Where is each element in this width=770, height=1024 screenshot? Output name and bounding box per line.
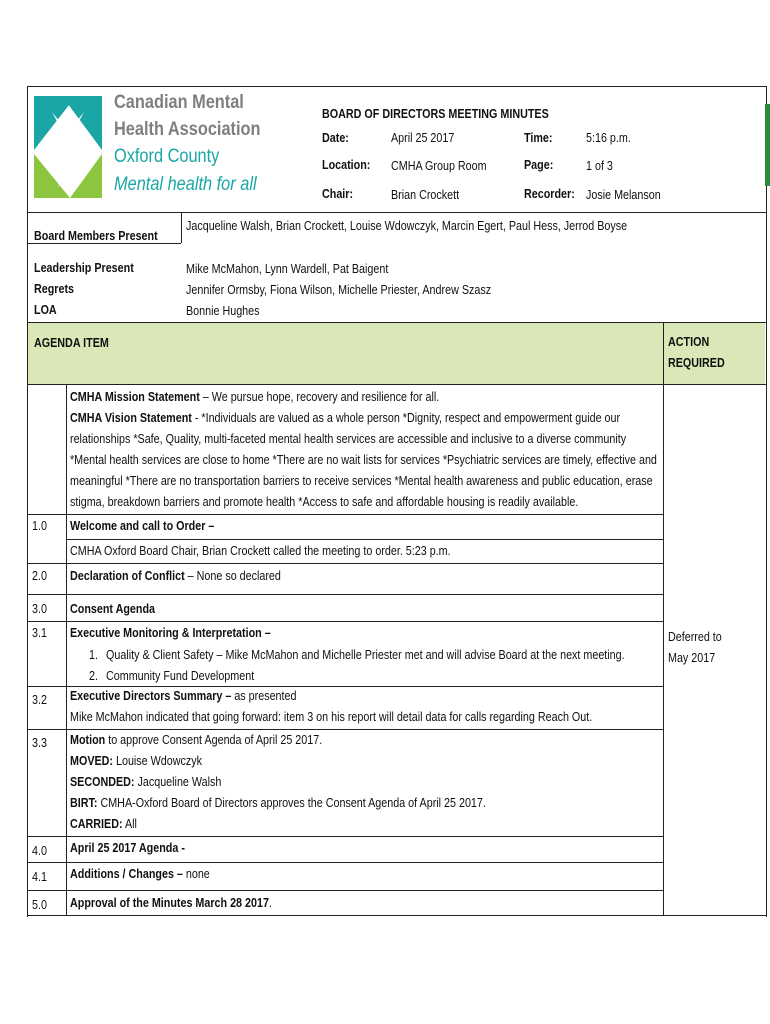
item-3-1-sub1: Quality & Client Safety – Mike McMahon and Michelle Priester met and will advise Board at the next meeting.: [106, 648, 625, 662]
row-divider-2-0: [27, 594, 664, 595]
item-3-2-line: [70, 686, 296, 707]
leadership-value: Mike McMahon, Lynn Wardell, Pat Baigent: [186, 262, 389, 276]
item-2-0-text: – None so declared: [184, 569, 281, 583]
item-1-0-title: Welcome and call to Order –: [70, 519, 215, 533]
action-col-divider: [663, 322, 664, 916]
item-number-4-1: 4.1: [32, 870, 47, 884]
motion-label: Motion: [70, 733, 106, 747]
carried-text: All: [122, 817, 137, 831]
vision-line-5: stigma, breakdown barriers and promote health *Access to safe and affordable housing is readily available.: [70, 495, 579, 509]
item-3-3-seconded: [70, 772, 221, 793]
item-3-1-sub2: Community Fund Development: [106, 669, 255, 683]
item-5-0-line: [70, 893, 272, 914]
item-3-2-text: Mike McMahon indicated that going forward: item 3 on his report will detail data for calls regarding Reach Out.: [70, 710, 593, 724]
header-divider: [27, 212, 766, 213]
mission-title: CMHA Mission Statement: [70, 390, 200, 404]
item-3-3-motion: [70, 730, 322, 751]
carried-label: CARRIED:: [70, 817, 123, 831]
row-divider-4-1: [27, 890, 664, 891]
board-members-label: Board Members Present: [34, 229, 158, 243]
chair-label: Chair:: [322, 187, 354, 201]
item-3-0-title: Consent Agenda: [70, 602, 156, 616]
item-2-0-title: Declaration of Conflict: [70, 569, 185, 583]
cmha-logo-icon: [32, 92, 104, 200]
item-3-3-birt: [70, 793, 486, 814]
item-number-3-3: 3.3: [32, 736, 47, 750]
loa-label: LOA: [34, 303, 57, 317]
loa-value: Bonnie Hughes: [186, 304, 260, 318]
item-3-1-action-line1: Deferred to: [668, 630, 722, 644]
agenda-band-bottom: [27, 384, 766, 385]
date-value: April 25 2017: [391, 131, 455, 145]
table-bottom: [27, 915, 766, 916]
location-value: CMHA Group Room: [391, 159, 487, 173]
item-3-1-action-line2: May 2017: [668, 651, 716, 665]
action-heading-line1: ACTION: [668, 335, 710, 349]
item-5-0-title: Approval of the Minutes March 28 2017: [70, 896, 269, 910]
board-members-value: Jacqueline Walsh, Brian Crockett, Louise Wdowczyk, Marcin Egert, Paul Hess, Jerrod Boyse: [186, 219, 628, 233]
row-divider-3-3: [27, 836, 664, 837]
item-4-0-title: April 25 2017 Agenda -: [70, 841, 185, 855]
moved-label: MOVED:: [70, 754, 113, 768]
item-2-0-line: [70, 566, 281, 587]
birt-text: CMHA-Oxford Board of Directors approves the Consent Agenda of April 25 2017.: [97, 796, 486, 810]
moved-text: Louise Wdowczyk: [113, 754, 203, 768]
item-number-3-0: 3.0: [32, 602, 47, 616]
row-divider-4-0: [27, 862, 664, 863]
location-label: Location:: [322, 158, 371, 172]
regrets-value: Jennifer Ormsby, Fiona Wilson, Michelle Priester, Andrew Szasz: [186, 283, 492, 297]
item-4-1-title: Additions / Changes –: [70, 867, 183, 881]
motion-text: to approve Consent Agenda of April 25 2017.: [105, 733, 323, 747]
row-divider-mission: [27, 514, 664, 515]
item-number-1-0: 1.0: [32, 519, 47, 533]
item-3-3-carried: [70, 814, 137, 835]
time-value: 5:16 p.m.: [586, 131, 631, 145]
logo-line-4: Mental health for all: [114, 174, 257, 195]
item-number-3-1: 3.1: [32, 626, 47, 640]
vision-line-1: [70, 408, 620, 429]
date-label: Date:: [322, 131, 349, 145]
page-value: 1 of 3: [586, 159, 613, 173]
seconded-text: Jacqueline Walsh: [134, 775, 222, 789]
vision-text-1: - *Individuals are valued as a whole person *Dignity, respect and empowerment guide our: [191, 411, 621, 425]
vision-line-2: relationships *Safe, Quality, multi-faceted mental health services are accessible and inclusive to a diverse community: [70, 432, 627, 446]
regrets-label: Regrets: [34, 282, 75, 296]
item-number-2-0: 2.0: [32, 569, 47, 583]
page-label: Page:: [524, 158, 554, 172]
row-divider-3-0: [27, 621, 664, 622]
vision-line-3: *Mental health services are close to home *There are no wait lists for services *Psychiatric services are timely, effective and: [70, 453, 657, 467]
leadership-label: Leadership Present: [34, 261, 134, 275]
vision-title: CMHA Vision Statement: [70, 411, 192, 425]
item-3-1-sub2-num: 2.: [89, 669, 98, 683]
mission-statement: [70, 387, 439, 408]
item-1-0-text: CMHA Oxford Board Chair, Brian Crockett called the meeting to order. 5:23 p.m.: [70, 544, 451, 558]
board-row-divider: [27, 243, 181, 244]
item-number-3-2: 3.2: [32, 693, 47, 707]
logo-line-3: Oxford County: [114, 146, 220, 167]
item-3-2-title: Executive Directors Summary –: [70, 689, 232, 703]
recorder-value: Josie Melanson: [586, 188, 661, 202]
item-5-0-text: .: [268, 896, 272, 910]
agenda-header-band: [28, 323, 765, 384]
item-number-4-0: 4.0: [32, 844, 47, 858]
row-divider-1-0: [27, 563, 664, 564]
minutes-title: BOARD OF DIRECTORS MEETING MINUTES: [322, 107, 549, 121]
time-label: Time:: [524, 131, 553, 145]
item-3-2-title-rest: as presented: [231, 689, 297, 703]
mission-text: – We pursue hope, recovery and resilience for all.: [199, 390, 440, 404]
agenda-item-heading: AGENDA ITEM: [34, 336, 109, 350]
item-number-5-0: 5.0: [32, 898, 47, 912]
vision-line-4: meaningful *There are no transportation barriers to receive services *Mental health awareness and public education, erase: [70, 474, 653, 488]
item-3-1-sub1-num: 1.: [89, 648, 98, 662]
logo-line-1: Canadian Mental: [114, 92, 244, 113]
birt-label: BIRT:: [70, 796, 98, 810]
item-3-1-title: Executive Monitoring & Interpretation –: [70, 626, 271, 640]
item-4-1-line: [70, 864, 210, 885]
attendance-col-divider: [181, 212, 182, 243]
chair-value: Brian Crockett: [391, 188, 460, 202]
seconded-label: SECONDED:: [70, 775, 135, 789]
recorder-label: Recorder:: [524, 187, 575, 201]
item-4-1-text: none: [182, 867, 210, 881]
item-3-3-moved: [70, 751, 202, 772]
logo-line-2: Health Association: [114, 119, 261, 140]
action-heading-line2: REQUIRED: [668, 356, 725, 370]
agenda-band-top: [27, 322, 766, 323]
edge-tab: [765, 104, 770, 186]
row-divider-1-0-inner: [66, 539, 664, 540]
